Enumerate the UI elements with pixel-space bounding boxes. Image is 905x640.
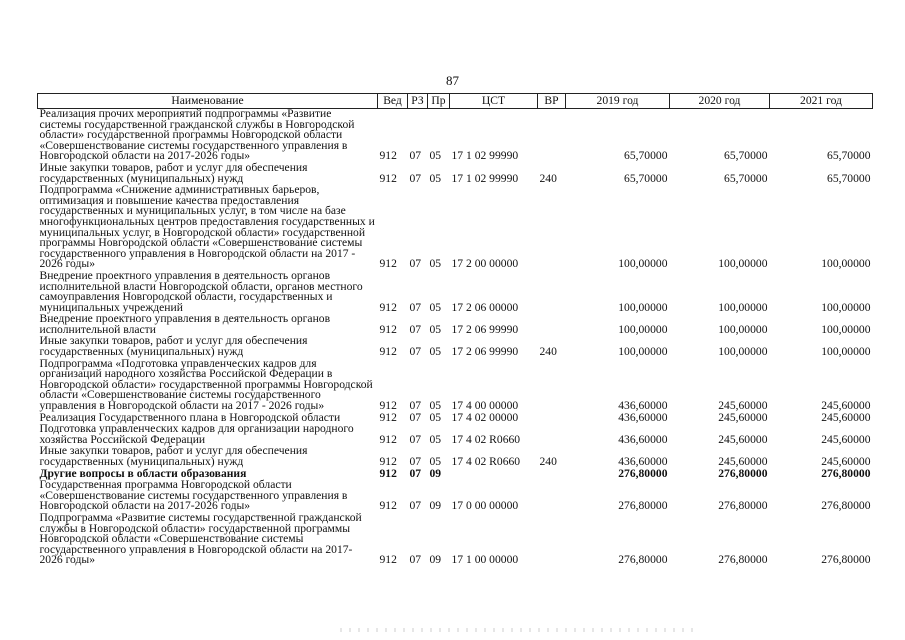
row-vr: 240 [539, 171, 557, 185]
row-pr: 05 [429, 455, 442, 468]
row-pr: 05 [429, 149, 442, 163]
row-2021: 245,60000 [821, 410, 871, 424]
row-2021: 245,60000 [821, 455, 871, 468]
row-2019: 436,60000 [618, 432, 668, 446]
row-name: Другие вопросы в области образования [39, 466, 247, 480]
row-vr [538, 513, 566, 567]
row-vr [538, 413, 566, 425]
row-rz: 07 [409, 149, 422, 163]
page-number: 87 [446, 73, 459, 88]
row-2019: 276,80000 [618, 499, 668, 513]
row-2020: 65,70000 [724, 149, 768, 163]
row-vr [538, 271, 566, 314]
header-name: Наименование [38, 94, 378, 109]
row-2019: 65,70000 [624, 171, 668, 185]
row-vr [538, 424, 566, 446]
row-name: Реализация прочих мероприятий подпрограммы «Развитие системы государственной гражданской службы в Новгородской области» государственной программы Новгородской области «Совершенствование системы государственного управления в Новгородской области на 2017-2026 годы» [39, 107, 355, 163]
header-pr: Пр [428, 94, 450, 109]
header-2019: 2019 год [566, 94, 670, 109]
row-rz: 07 [409, 499, 422, 513]
row-cst: 17 2 06 99990 [451, 322, 519, 336]
row-pr: 05 [429, 257, 442, 271]
row-name: Иные закупки товаров, работ и услуг для обеспечения государственных (муниципальных) нужд [39, 160, 308, 185]
row-rz: 07 [409, 455, 422, 468]
row-vr [538, 359, 566, 413]
row-name: Реализация Государственного плана в Новгородской области [39, 410, 341, 424]
table-row [38, 163, 873, 185]
row-pr: 05 [429, 300, 442, 314]
row-name: Внедрение проектного управления в деятельность органов исполнительной власти [39, 312, 331, 336]
budget-table [37, 93, 873, 567]
row-2019: 100,00000 [618, 300, 668, 314]
row-rz: 07 [409, 171, 422, 185]
header-rz: РЗ [408, 94, 428, 109]
row-2021: 276,80000 [821, 499, 871, 513]
row-name: Иные закупки товаров, работ и услуг для обеспечения государственных (муниципальных) нужд [39, 334, 308, 359]
row-2019: 436,60000 [618, 410, 668, 424]
row-cst: 17 2 06 00000 [451, 300, 519, 314]
row-cst: 17 4 02 00000 [451, 410, 519, 424]
table-row [38, 480, 873, 513]
row-vr: 240 [539, 455, 557, 468]
row-2020: 100,00000 [718, 257, 768, 271]
row-vr [538, 314, 566, 336]
row-2019: 436,60000 [618, 399, 668, 413]
row-pr: 05 [429, 432, 442, 446]
header-cst: ЦСТ [450, 94, 538, 109]
row-pr: 05 [429, 410, 442, 424]
scan-artifact [340, 628, 700, 632]
row-2020: 276,80000 [718, 499, 768, 513]
row-cst: 17 2 00 00000 [451, 257, 519, 271]
row-2019: 436,60000 [618, 455, 668, 468]
row-ved: 912 [379, 455, 397, 468]
table-row [38, 359, 873, 413]
row-2021: 276,80000 [821, 466, 871, 480]
row-ved: 912 [379, 553, 397, 567]
row-name: Государственная программа Новгородской области «Совершенствование системы государственного управления в Новгородской области на 2017-2026 годы» [39, 478, 348, 513]
row-cst: 17 4 02 R0660 [451, 432, 521, 446]
row-vr [538, 480, 566, 513]
row-pr: 05 [429, 322, 442, 336]
row-2019: 65,70000 [624, 149, 668, 163]
row-ved: 912 [379, 432, 397, 446]
row-name: Подпрограмма «Развитие системы государственной гражданской службы в Новгородской области» государственной программы Новгородской области «Совершенствование системы государственного управления в Новгородской области на 2017-2026 годы» [39, 510, 362, 567]
row-2019: 100,00000 [618, 345, 668, 359]
header-2021: 2021 год [770, 94, 873, 109]
row-cst: 17 4 02 R0660 [451, 455, 521, 468]
row-name: Внедрение проектного управления в деятельность органов исполнительной власти Новгородской области, органов местного самоуправления Новгородской области, государственных и муниципальных учреждений [39, 268, 363, 314]
row-ved: 912 [379, 466, 397, 480]
row-ved: 912 [379, 410, 397, 424]
row-2021: 245,60000 [821, 399, 871, 413]
row-2021: 100,00000 [821, 300, 871, 314]
row-2021: 100,00000 [821, 257, 871, 271]
row-ved: 912 [379, 171, 397, 185]
row-rz: 07 [409, 322, 422, 336]
table-row [38, 185, 873, 271]
row-pr: 09 [429, 499, 442, 513]
row-2020: 245,60000 [718, 399, 768, 413]
row-2019: 100,00000 [618, 257, 668, 271]
row-cst: 17 1 00 00000 [451, 553, 519, 567]
row-rz: 07 [409, 300, 422, 314]
row-vr [538, 109, 566, 163]
row-ved: 912 [379, 257, 397, 271]
row-cst [450, 469, 538, 481]
row-2021: 65,70000 [827, 171, 871, 185]
row-2021: 245,60000 [821, 432, 871, 446]
table-row [38, 513, 873, 567]
row-name: Подпрограмма «Подготовка управленческих кадров для организаций народного хозяйства Российской Федерации в Новгородской области» государственной программы Новгородской области «Совершенствование системы государственного управления в Новгородской области на 2017 - 2026 годы» [39, 356, 373, 413]
row-pr: 05 [429, 399, 442, 413]
row-vr: 240 [539, 345, 557, 359]
row-2019: 276,80000 [618, 553, 668, 567]
row-2020: 245,60000 [718, 410, 768, 424]
row-2021: 276,80000 [821, 553, 871, 567]
row-cst: 17 2 06 99990 [451, 345, 519, 359]
row-2020: 276,80000 [718, 553, 768, 567]
row-2020: 276,80000 [718, 466, 768, 480]
row-2020: 100,00000 [718, 345, 768, 359]
row-name: Подготовка управленческих кадров для организации народного хозяйства Российской Федерации [39, 422, 354, 446]
row-rz: 07 [409, 410, 422, 424]
row-cst: 17 1 02 99990 [451, 149, 519, 163]
row-cst: 17 4 00 00000 [451, 399, 519, 413]
row-rz: 07 [409, 345, 422, 359]
table-row [38, 424, 873, 446]
row-ved: 912 [379, 345, 397, 359]
row-2019: 276,80000 [618, 466, 668, 480]
row-2020: 100,00000 [718, 300, 768, 314]
header-ved: Вед [378, 94, 408, 109]
row-2020: 100,00000 [718, 322, 768, 336]
row-name: Подпрограмма «Снижение административных барьеров, оптимизация и повышение качества предоставления государственных и муниципальных услуг, в том числе на базе многофункциональных центров предоставления государственных и муниципальных услуг, в Новгородской области» государственной программы Новгородской области «Совершенствование системы государственного управления в Новгородской области на 2017 - 2026 годы» [39, 183, 375, 271]
table-row [38, 271, 873, 314]
row-2021: 65,70000 [827, 149, 871, 163]
row-2019: 100,00000 [618, 322, 668, 336]
row-2021: 100,00000 [821, 345, 871, 359]
row-rz: 07 [409, 257, 422, 271]
row-ved: 912 [379, 149, 397, 163]
row-2020: 245,60000 [718, 455, 768, 468]
row-pr: 09 [429, 466, 442, 480]
row-ved: 912 [379, 300, 397, 314]
row-vr [538, 469, 566, 481]
row-ved: 912 [379, 322, 397, 336]
row-cst: 17 1 02 99990 [451, 171, 519, 185]
row-2020: 65,70000 [724, 171, 768, 185]
row-ved: 912 [379, 399, 397, 413]
row-vr [538, 185, 566, 271]
row-name: Иные закупки товаров, работ и услуг для обеспечения государственных (муниципальных) нужд [39, 444, 308, 468]
row-2020: 245,60000 [718, 432, 768, 446]
row-ved: 912 [379, 499, 397, 513]
row-pr: 05 [429, 171, 442, 185]
row-cst: 17 0 00 00000 [451, 499, 519, 513]
table-row [38, 446, 873, 468]
row-rz: 07 [409, 466, 422, 480]
row-2021: 100,00000 [821, 322, 871, 336]
row-pr: 09 [429, 553, 442, 567]
header-2020: 2020 год [670, 94, 770, 109]
row-pr: 05 [429, 345, 442, 359]
header-vr: ВР [538, 94, 566, 109]
row-rz: 07 [409, 399, 422, 413]
row-rz: 07 [409, 553, 422, 567]
table-row [38, 109, 873, 163]
table-row [38, 314, 873, 336]
table-row [38, 336, 873, 358]
row-rz: 07 [409, 432, 422, 446]
